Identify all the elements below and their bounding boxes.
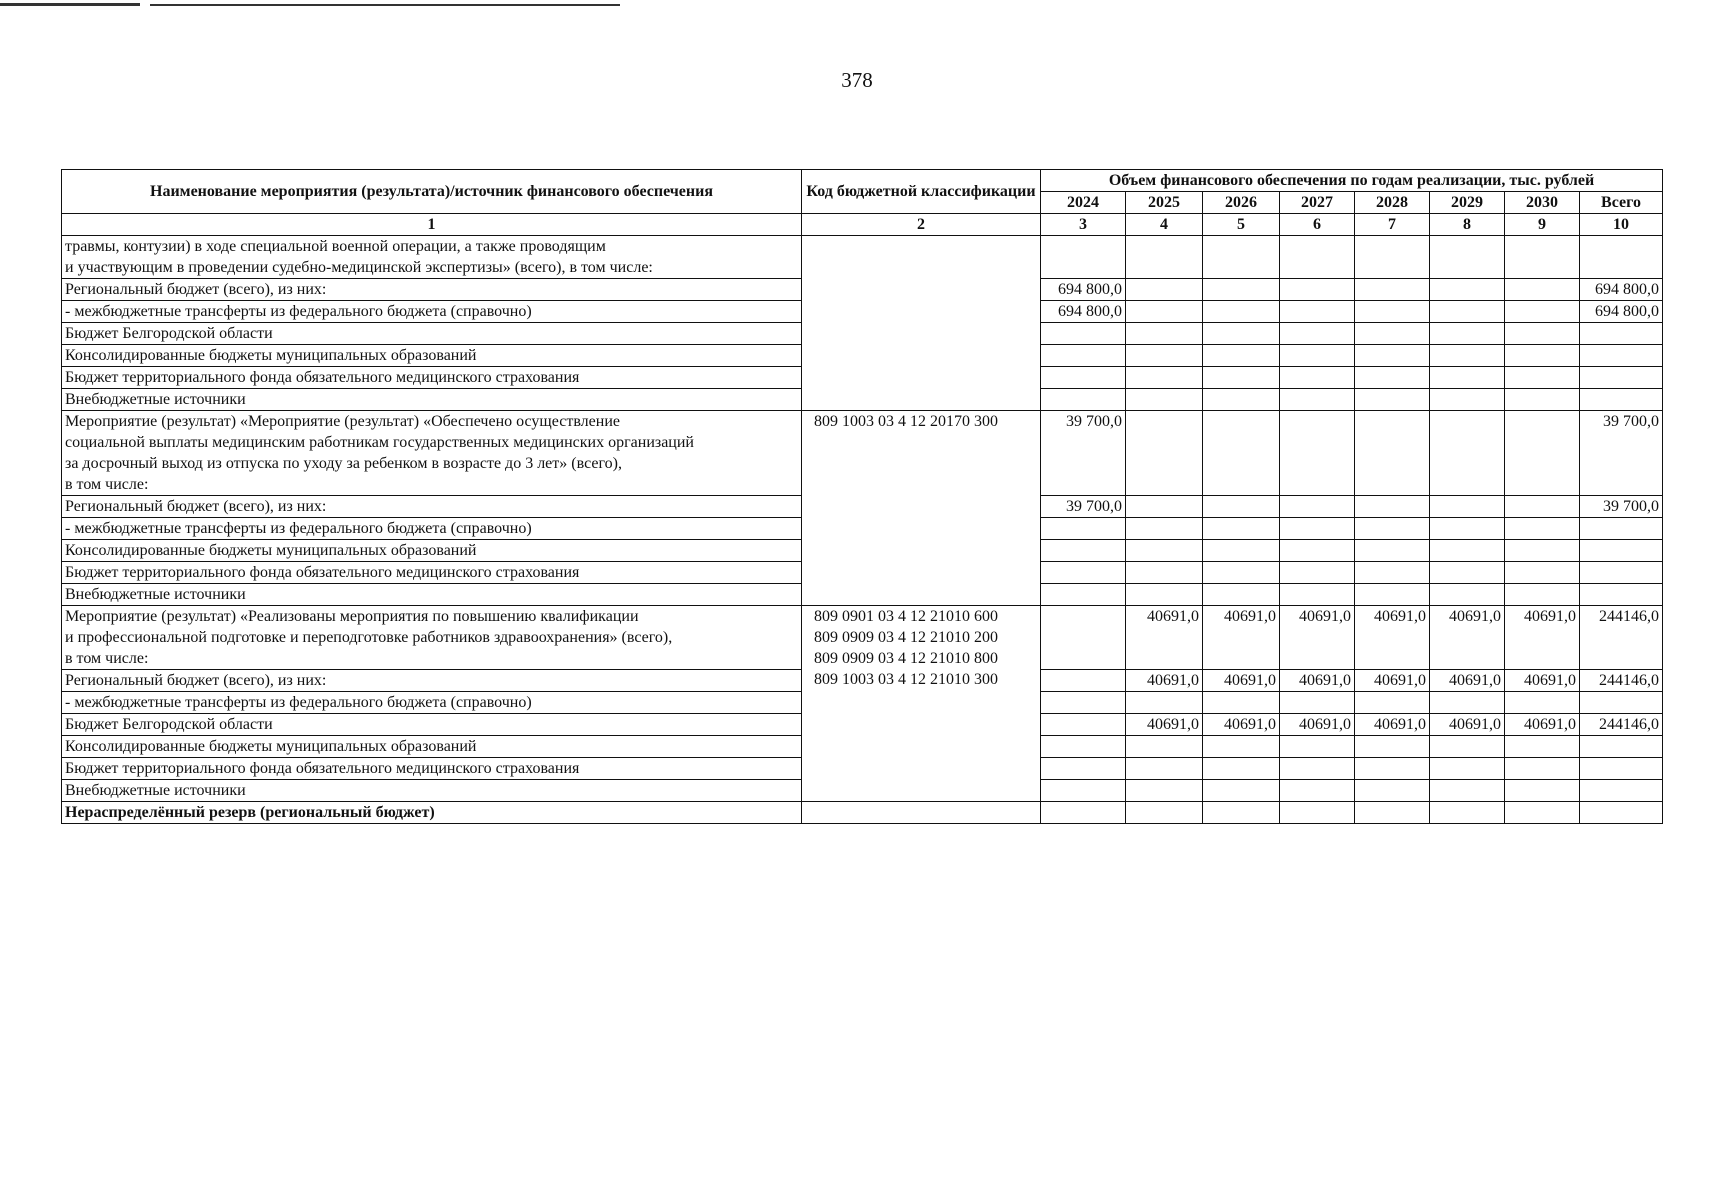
year-value-cell [1355, 758, 1430, 780]
total-cell: 39 700,0 [1580, 496, 1663, 518]
year-value-cell [1041, 236, 1126, 279]
column-number: 6 [1280, 214, 1355, 236]
year-value-cell [1355, 692, 1430, 714]
year-value-cell [1203, 584, 1280, 606]
year-value-cell [1126, 562, 1203, 584]
year-value-cell [1430, 345, 1505, 367]
header-volume: Объем финансового обеспечения по годам реализации, тыс. рублей [1041, 170, 1663, 192]
year-value-cell [1280, 584, 1355, 606]
year-value-cell [1203, 540, 1280, 562]
year-value-cell [1126, 802, 1203, 824]
year-value-cell: 40691,0 [1203, 670, 1280, 692]
year-value-cell [1203, 411, 1280, 496]
column-number: 2 [802, 214, 1041, 236]
header-year: 2028 [1355, 192, 1430, 214]
header-year: 2030 [1505, 192, 1580, 214]
year-value-cell [1126, 758, 1203, 780]
year-value-cell [1505, 584, 1580, 606]
year-value-cell [1126, 367, 1203, 389]
total-cell [1580, 389, 1663, 411]
year-value-cell [1280, 736, 1355, 758]
year-value-cell [1355, 802, 1430, 824]
year-value-cell [1126, 301, 1203, 323]
year-value-cell [1203, 301, 1280, 323]
total-cell: 244146,0 [1580, 670, 1663, 692]
row-name: Региональный бюджет (всего), из них: [62, 496, 802, 518]
table-row [62, 802, 1663, 824]
row-name: травмы, контузии) в ходе специальной военной операции, а также проводящим и участвующим в проведении судебно-медицинской экспертизы» (всего), в том числе: [62, 236, 802, 279]
header-year: 2025 [1126, 192, 1203, 214]
column-number: 8 [1430, 214, 1505, 236]
column-number: 5 [1203, 214, 1280, 236]
year-value-cell [1203, 518, 1280, 540]
header-year: 2024 [1041, 192, 1126, 214]
column-numbers-row [62, 214, 1663, 236]
year-value-cell [1041, 758, 1126, 780]
row-name: Региональный бюджет (всего), из них: [62, 670, 802, 692]
year-value-cell [1505, 540, 1580, 562]
year-value-cell: 40691,0 [1430, 670, 1505, 692]
total-cell [1580, 540, 1663, 562]
year-value-cell [1203, 736, 1280, 758]
year-value-cell [1041, 802, 1126, 824]
year-value-cell [1280, 411, 1355, 496]
year-value-cell: 40691,0 [1355, 714, 1430, 736]
year-value-cell [1041, 780, 1126, 802]
year-value-cell [1355, 367, 1430, 389]
total-cell [1580, 345, 1663, 367]
total-cell [1580, 780, 1663, 802]
year-value-cell [1430, 584, 1505, 606]
table-row [62, 411, 1663, 496]
year-value-cell [1280, 692, 1355, 714]
year-value-cell [1355, 236, 1430, 279]
year-value-cell [1505, 758, 1580, 780]
year-value-cell [1126, 518, 1203, 540]
year-value-cell [1430, 802, 1505, 824]
total-cell: 39 700,0 [1580, 411, 1663, 496]
year-value-cell [1280, 323, 1355, 345]
year-value-cell: 40691,0 [1203, 714, 1280, 736]
column-number: 10 [1580, 214, 1663, 236]
year-value-cell [1430, 236, 1505, 279]
total-cell [1580, 367, 1663, 389]
column-number: 3 [1041, 214, 1126, 236]
year-value-cell: 40691,0 [1505, 714, 1580, 736]
year-value-cell [1203, 367, 1280, 389]
year-value-cell [1355, 323, 1430, 345]
year-value-cell [1280, 758, 1355, 780]
year-value-cell [1430, 496, 1505, 518]
year-value-cell [1280, 802, 1355, 824]
year-value-cell [1126, 236, 1203, 279]
year-value-cell [1126, 411, 1203, 496]
year-value-cell [1355, 411, 1430, 496]
year-value-cell [1203, 345, 1280, 367]
row-name: Нераспределённый резерв (региональный бюджет) [62, 802, 802, 824]
year-value-cell [1126, 345, 1203, 367]
row-name: Региональный бюджет (всего), из них: [62, 279, 802, 301]
year-value-cell [1430, 562, 1505, 584]
year-value-cell [1041, 692, 1126, 714]
year-value-cell [1430, 736, 1505, 758]
year-value-cell: 40691,0 [1280, 606, 1355, 670]
header-code: Код бюджетной классификации [802, 170, 1041, 214]
year-value-cell [1355, 496, 1430, 518]
row-name: Мероприятие (результат) «Мероприятие (результат) «Обеспечено осуществление социальной выплаты медицинским работникам государственных медицинских организаций за досрочный выход из отпуска по уходу за ребенком в возрасте до 3 лет» (всего), в том числе: [62, 411, 802, 496]
year-value-cell [1505, 780, 1580, 802]
year-value-cell [1355, 279, 1430, 301]
year-value-cell [1430, 692, 1505, 714]
year-value-cell [1355, 345, 1430, 367]
year-value-cell: 40691,0 [1355, 670, 1430, 692]
budget-table [61, 169, 1663, 824]
year-value-cell: 40691,0 [1505, 606, 1580, 670]
header-year: 2026 [1203, 192, 1280, 214]
total-cell [1580, 802, 1663, 824]
year-value-cell [1505, 279, 1580, 301]
header-name: Наименование мероприятия (результата)/источник финансового обеспечения [62, 170, 802, 214]
year-value-cell [1041, 584, 1126, 606]
year-value-cell [1041, 367, 1126, 389]
row-name: Бюджет территориального фонда обязательного медицинского страхования [62, 367, 802, 389]
header-year: 2029 [1430, 192, 1505, 214]
column-number: 7 [1355, 214, 1430, 236]
year-value-cell [1041, 714, 1126, 736]
year-value-cell: 40691,0 [1126, 714, 1203, 736]
year-value-cell [1203, 780, 1280, 802]
row-name: Внебюджетные источники [62, 389, 802, 411]
budget-code: 809 1003 03 4 12 20170 300 [802, 411, 1041, 606]
year-value-cell [1203, 236, 1280, 279]
year-value-cell [1430, 279, 1505, 301]
total-cell [1580, 518, 1663, 540]
year-value-cell [1505, 692, 1580, 714]
year-value-cell [1505, 323, 1580, 345]
year-value-cell: 694 800,0 [1041, 301, 1126, 323]
total-cell: 694 800,0 [1580, 301, 1663, 323]
row-name: Внебюджетные источники [62, 780, 802, 802]
year-value-cell [1280, 367, 1355, 389]
total-cell: 244146,0 [1580, 606, 1663, 670]
scan-artifact-line [150, 4, 620, 6]
year-value-cell [1280, 301, 1355, 323]
year-value-cell [1203, 692, 1280, 714]
year-value-cell [1126, 496, 1203, 518]
column-number: 9 [1505, 214, 1580, 236]
year-value-cell [1280, 562, 1355, 584]
year-value-cell [1280, 518, 1355, 540]
year-value-cell: 40691,0 [1126, 670, 1203, 692]
year-value-cell [1203, 562, 1280, 584]
year-value-cell: 39 700,0 [1041, 496, 1126, 518]
year-value-cell [1430, 301, 1505, 323]
row-name: - межбюджетные трансферты из федерального бюджета (справочно) [62, 518, 802, 540]
budget-code: 809 0901 03 4 12 21010 600 809 0909 03 4 12 21010 200 809 0909 03 4 12 21010 800 809 1003 03 4 12 21010 300 [802, 606, 1041, 802]
year-value-cell [1041, 540, 1126, 562]
year-value-cell [1280, 236, 1355, 279]
header-row [62, 170, 1663, 192]
year-value-cell [1505, 345, 1580, 367]
column-number: 1 [62, 214, 802, 236]
year-value-cell: 40691,0 [1126, 606, 1203, 670]
year-value-cell: 40691,0 [1430, 606, 1505, 670]
year-value-cell: 40691,0 [1505, 670, 1580, 692]
year-value-cell [1430, 780, 1505, 802]
year-value-cell [1430, 367, 1505, 389]
year-value-cell [1355, 518, 1430, 540]
year-value-cell [1505, 301, 1580, 323]
year-value-cell [1430, 518, 1505, 540]
year-value-cell [1505, 562, 1580, 584]
total-cell: 244146,0 [1580, 714, 1663, 736]
year-value-cell [1126, 540, 1203, 562]
total-cell [1580, 323, 1663, 345]
year-value-cell [1126, 736, 1203, 758]
year-value-cell [1280, 345, 1355, 367]
year-value-cell [1041, 606, 1126, 670]
year-value-cell [1505, 389, 1580, 411]
year-value-cell [1203, 323, 1280, 345]
year-value-cell [1280, 780, 1355, 802]
year-value-cell [1126, 584, 1203, 606]
year-value-cell [1041, 670, 1126, 692]
row-name: Мероприятие (результат) «Реализованы мероприятия по повышению квалификации и профессиональной подготовке и переподготовке работников здравоохранения» (всего), в том числе: [62, 606, 802, 670]
total-cell [1580, 236, 1663, 279]
year-value-cell [1041, 323, 1126, 345]
year-value-cell [1280, 496, 1355, 518]
year-value-cell [1505, 802, 1580, 824]
table-row [62, 606, 1663, 670]
total-cell [1580, 692, 1663, 714]
year-value-cell: 40691,0 [1203, 606, 1280, 670]
budget-table-body [62, 236, 1663, 824]
year-value-cell [1280, 279, 1355, 301]
year-value-cell [1430, 389, 1505, 411]
total-cell [1580, 758, 1663, 780]
year-value-cell [1355, 584, 1430, 606]
year-value-cell [1203, 279, 1280, 301]
total-cell [1580, 736, 1663, 758]
header-year: 2027 [1280, 192, 1355, 214]
year-value-cell [1203, 389, 1280, 411]
year-value-cell [1126, 279, 1203, 301]
row-name: Бюджет Белгородской области [62, 323, 802, 345]
year-value-cell [1355, 389, 1430, 411]
year-value-cell [1505, 518, 1580, 540]
row-name: - межбюджетные трансферты из федерального бюджета (справочно) [62, 692, 802, 714]
year-value-cell [1041, 736, 1126, 758]
year-value-cell: 40691,0 [1430, 714, 1505, 736]
row-name: Внебюджетные источники [62, 584, 802, 606]
total-cell: 694 800,0 [1580, 279, 1663, 301]
column-number: 4 [1126, 214, 1203, 236]
row-name: - межбюджетные трансферты из федерального бюджета (справочно) [62, 301, 802, 323]
year-value-cell [1126, 692, 1203, 714]
budget-code [802, 236, 1041, 411]
budget-code [802, 802, 1041, 824]
year-value-cell [1280, 389, 1355, 411]
year-value-cell [1355, 562, 1430, 584]
year-value-cell: 40691,0 [1280, 714, 1355, 736]
row-name: Консолидированные бюджеты муниципальных образований [62, 540, 802, 562]
table-row [62, 236, 1663, 279]
scan-artifact-line [0, 3, 140, 6]
year-value-cell [1505, 736, 1580, 758]
year-value-cell [1355, 736, 1430, 758]
year-value-cell [1126, 389, 1203, 411]
year-value-cell [1505, 496, 1580, 518]
total-cell [1580, 584, 1663, 606]
year-value-cell [1430, 758, 1505, 780]
header-total: Всего [1580, 192, 1663, 214]
row-name: Бюджет территориального фонда обязательного медицинского страхования [62, 758, 802, 780]
row-name: Консолидированные бюджеты муниципальных образований [62, 736, 802, 758]
row-name: Бюджет территориального фонда обязательного медицинского страхования [62, 562, 802, 584]
year-value-cell [1505, 236, 1580, 279]
year-value-cell [1280, 540, 1355, 562]
year-value-cell [1505, 367, 1580, 389]
year-value-cell [1203, 802, 1280, 824]
year-value-cell [1041, 518, 1126, 540]
year-value-cell [1430, 323, 1505, 345]
year-value-cell: 40691,0 [1280, 670, 1355, 692]
year-value-cell [1355, 301, 1430, 323]
year-value-cell [1430, 411, 1505, 496]
year-value-cell [1430, 540, 1505, 562]
row-name: Бюджет Белгородской области [62, 714, 802, 736]
year-value-cell: 694 800,0 [1041, 279, 1126, 301]
year-value-cell [1203, 496, 1280, 518]
year-value-cell [1126, 323, 1203, 345]
year-value-cell [1041, 345, 1126, 367]
year-value-cell: 39 700,0 [1041, 411, 1126, 496]
year-value-cell [1041, 389, 1126, 411]
year-value-cell [1126, 780, 1203, 802]
year-value-cell [1041, 562, 1126, 584]
page-number: 378 [841, 68, 873, 92]
row-name: Консолидированные бюджеты муниципальных образований [62, 345, 802, 367]
year-value-cell [1355, 780, 1430, 802]
year-value-cell [1355, 540, 1430, 562]
year-value-cell [1505, 411, 1580, 496]
year-value-cell [1203, 758, 1280, 780]
year-value-cell: 40691,0 [1355, 606, 1430, 670]
total-cell [1580, 562, 1663, 584]
